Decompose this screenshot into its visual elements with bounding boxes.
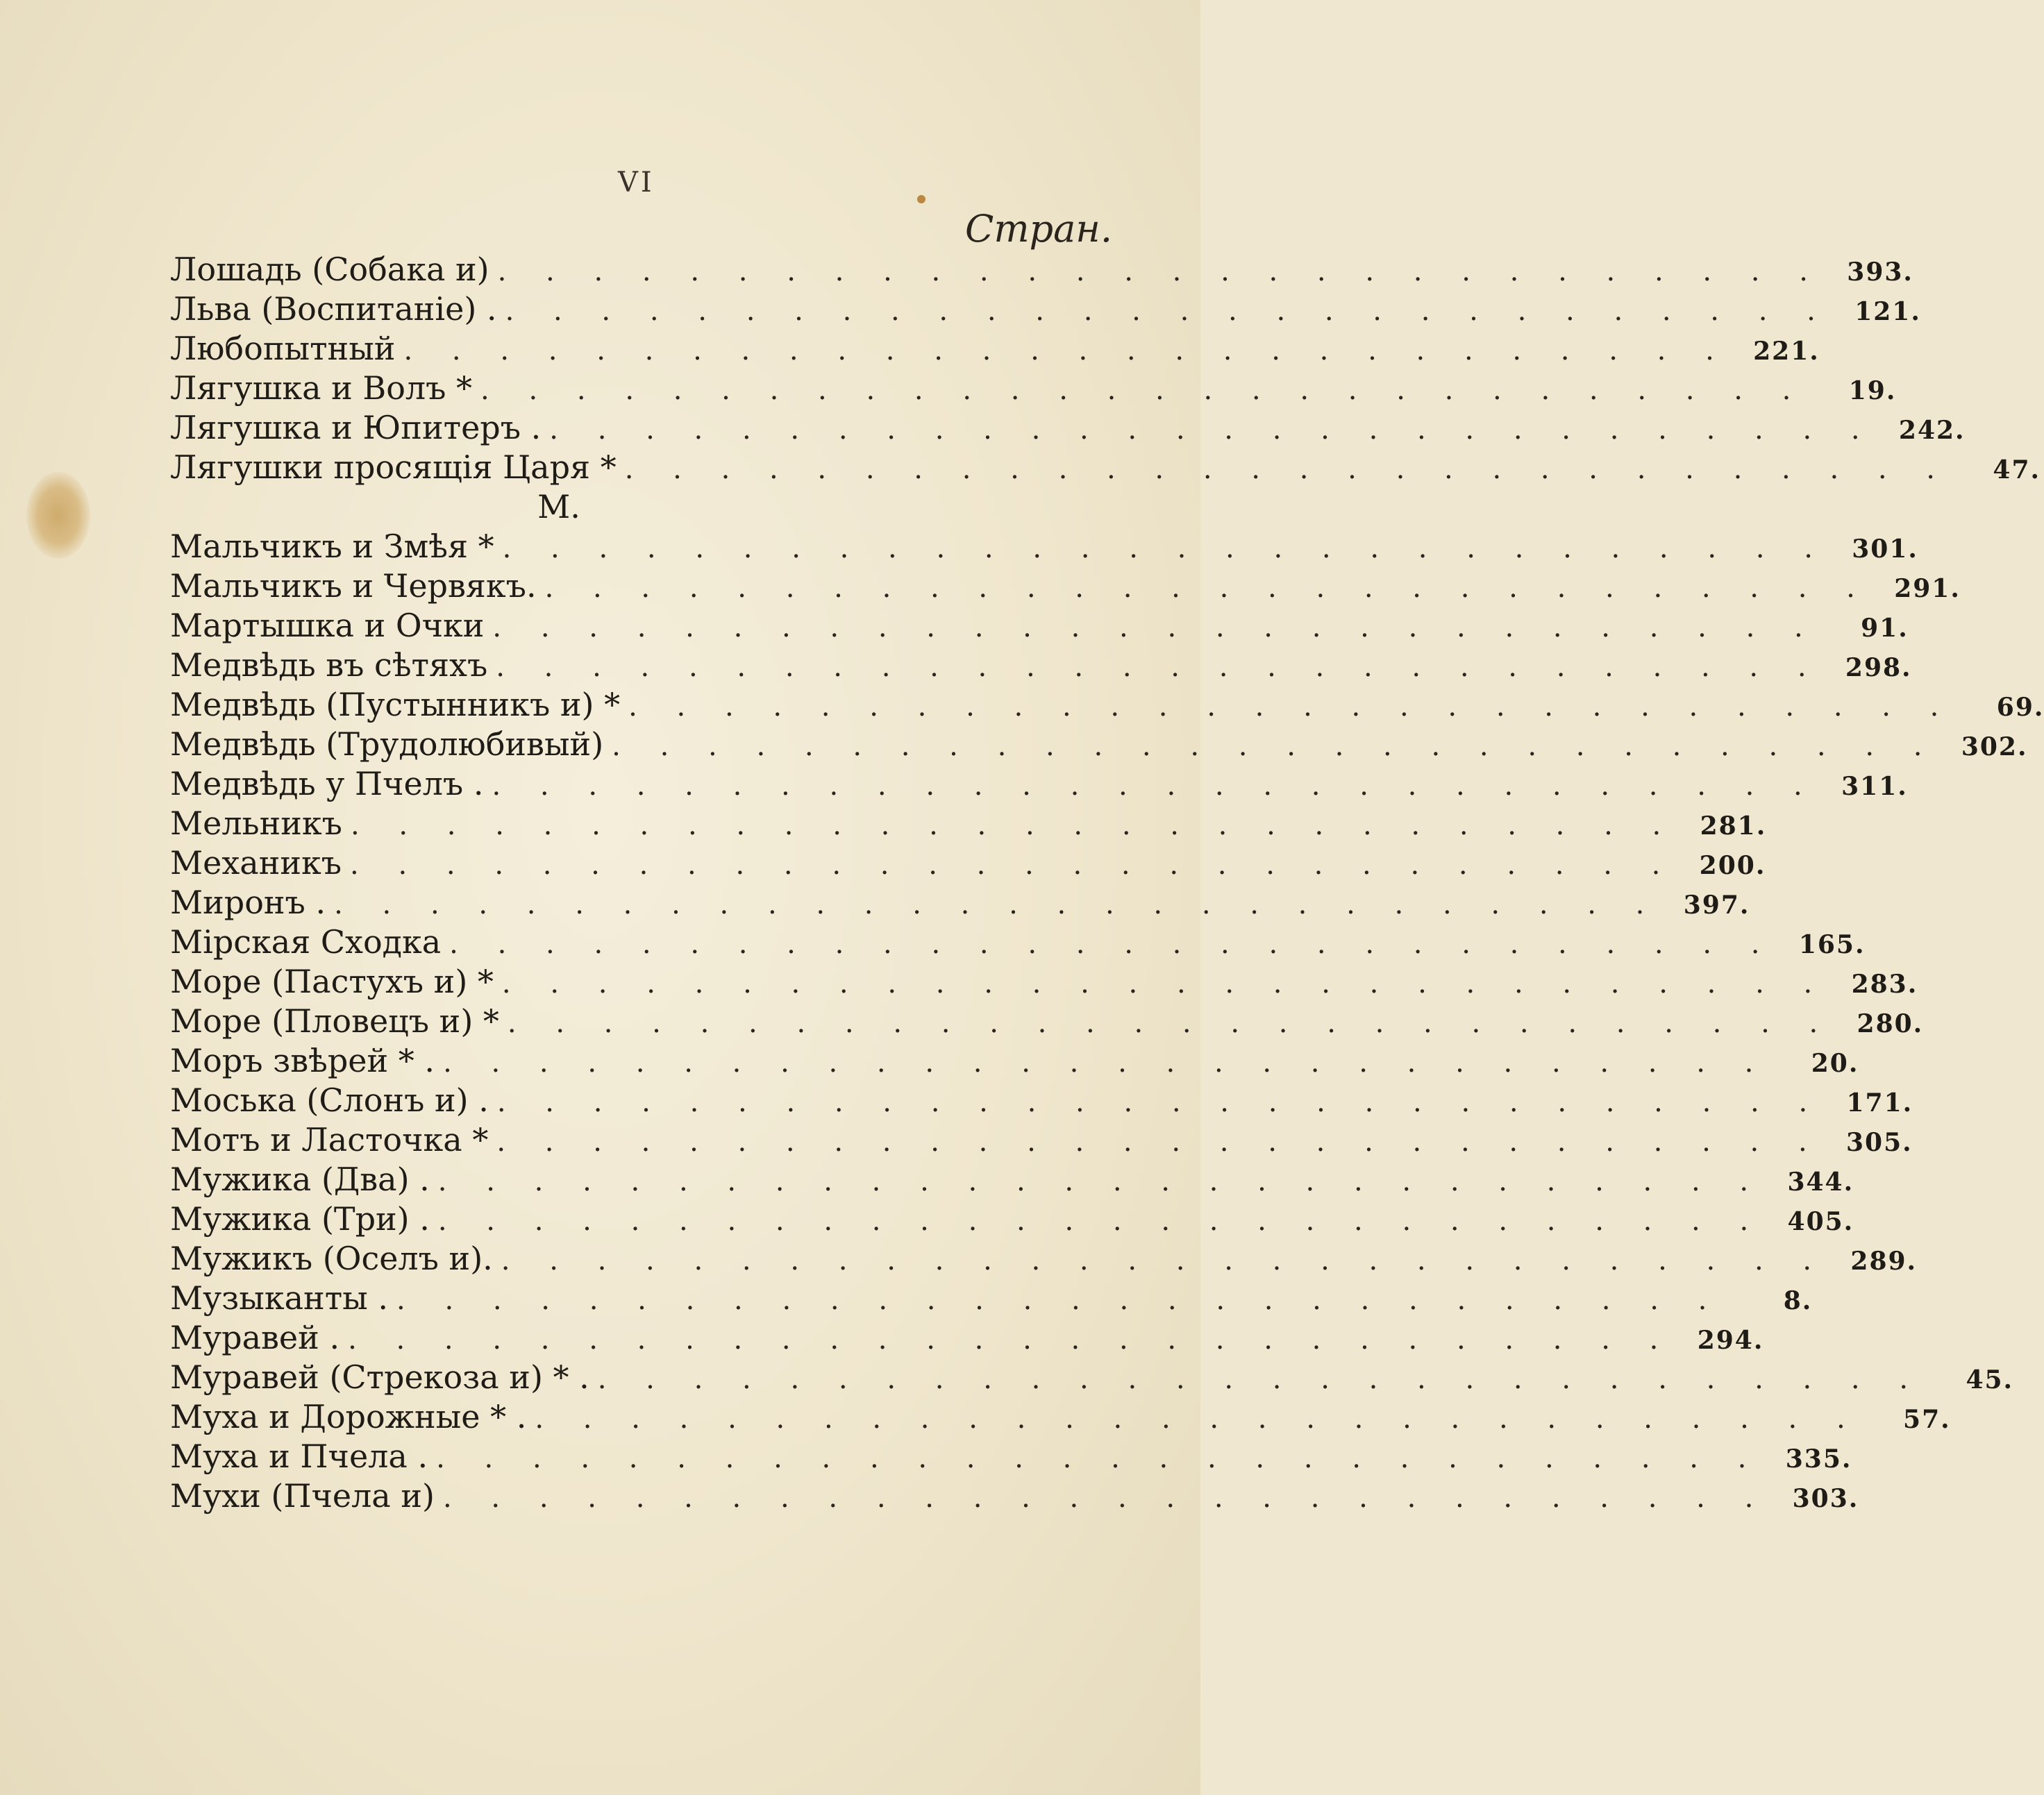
dot-leader: . . . . . . . . . . . . . . . . . . . . . . . . . . . . bbox=[496, 1126, 1823, 1158]
index-entry bbox=[170, 1358, 2014, 1397]
dot-leader: . . . . . . . . . . . . . . . . . . . . . . . . . . . . bbox=[628, 691, 1954, 723]
entry-page-number: 45. bbox=[1966, 1365, 2014, 1394]
dot-leader: . . . . . . . . . . . . . . . . . . . . . . . . . . . . bbox=[334, 888, 1660, 920]
index-entry bbox=[170, 527, 1918, 566]
index-entry bbox=[170, 606, 1909, 646]
index-entry bbox=[170, 566, 1961, 606]
entry-page-number: 57. bbox=[1903, 1405, 1951, 1434]
dot-leader: . . . . . . . . . . . . . . . . . . . . . . . . . . . . bbox=[535, 1403, 1861, 1435]
entry-page-number: 171. bbox=[1846, 1088, 1913, 1118]
index-entry bbox=[170, 725, 2028, 764]
index-entry bbox=[170, 250, 1913, 289]
entry-page-number: 311. bbox=[1841, 772, 1908, 801]
dot-leader: . . . . . . . . . . . . . . . . . . . . . . . . . . . . bbox=[549, 414, 1875, 446]
dot-leader: . . . . . . . . . . . . . . . . . . . . . . . . . . . . bbox=[436, 1442, 1762, 1474]
entry-page-number: 200. bbox=[1699, 851, 1766, 880]
dot-leader: . . . . . . . . . . . . . . . . . . . . . . . . . . . . bbox=[497, 255, 1823, 287]
dot-leader: . . . . . . . . . . . . . . . . . . . . . . . . . . . . bbox=[348, 1324, 1674, 1356]
dot-leader: . . . . . . . . . . . . . . . . . . . . . . . . . . . . bbox=[502, 532, 1828, 564]
dot-leader: . . . . . . . . . . . . . . . . . . . . . . . . . . . . bbox=[396, 1284, 1723, 1316]
entry-title: Медвѣдь (Пустынникъ и) * bbox=[170, 686, 621, 723]
entry-page-number: 291. bbox=[1894, 574, 1961, 603]
entry-page-number: 301. bbox=[1852, 534, 1918, 564]
entry-title: Льва (Воспитаніе) . bbox=[170, 290, 497, 328]
section-letter-heading: М. bbox=[537, 488, 580, 525]
entry-title: Муравей . bbox=[170, 1319, 340, 1356]
entry-page-number: 165. bbox=[1798, 930, 1866, 959]
index-entry bbox=[170, 646, 1912, 685]
index-entry bbox=[170, 289, 1921, 329]
dot-leader: . . . . . . . . . . . . . . . . . . . . . . . . . . . . bbox=[597, 1363, 1924, 1395]
entry-title: Лягушка и Юпитеръ . bbox=[170, 409, 542, 446]
entry-title: Мужика (Два) . bbox=[170, 1161, 430, 1198]
dot-leader: . . . . . . . . . . . . . . . . . . . . . . . . . . . . bbox=[449, 928, 1775, 960]
entry-title: Моська (Слонъ и) . bbox=[170, 1081, 489, 1119]
entry-page-number: 397. bbox=[1683, 891, 1750, 920]
entry-title: Моръ звѣрей * . bbox=[170, 1042, 435, 1079]
entry-page-number: 305. bbox=[1845, 1128, 1913, 1157]
entry-page-number: 221. bbox=[1753, 337, 1820, 366]
index-entry bbox=[170, 1397, 1951, 1437]
page-column-header: Стран. bbox=[965, 207, 1113, 251]
entry-title: Муха и Дорожные * . bbox=[170, 1398, 527, 1435]
dot-leader: . . . . . . . . . . . . . . . . . . . . . . . . . . . . bbox=[437, 1205, 1764, 1237]
entry-title: Мельникъ bbox=[170, 804, 342, 842]
dot-leader: . . . . . . . . . . . . . . . . . . . . . . . . . . . . bbox=[507, 1007, 1834, 1039]
entry-page-number: 19. bbox=[1848, 376, 1897, 405]
index-entry bbox=[170, 1160, 1854, 1199]
entry-page-number: 298. bbox=[1845, 653, 1912, 682]
entry-title: Мужикъ (Оселъ и). bbox=[170, 1240, 493, 1277]
dot-leader: . . . . . . . . . . . . . . . . . . . . . . . . . . . . bbox=[492, 612, 1818, 643]
index-entry bbox=[170, 369, 1897, 408]
entry-title: Медвѣдь въ сѣтяхъ bbox=[170, 646, 488, 684]
dot-leader: . . . . . . . . . . . . . . . . . . . . . . . . . . . . bbox=[443, 1047, 1769, 1079]
entry-page-number: 294. bbox=[1697, 1326, 1764, 1355]
dot-leader: . . . . . . . . . . . . . . . . . . . . . . . . . . . . bbox=[442, 1482, 1769, 1514]
index-entry bbox=[170, 883, 1750, 922]
dot-leader: . . . . . . . . . . . . . . . . . . . . . . . . . . . . bbox=[480, 374, 1807, 406]
entry-page-number: 335. bbox=[1785, 1444, 1852, 1474]
entry-title: Мухи (Пчела и) bbox=[170, 1477, 435, 1515]
entry-page-number: 289. bbox=[1850, 1247, 1918, 1276]
index-entry bbox=[170, 1239, 1918, 1279]
dot-leader: . . . . . . . . . . . . . . . . . . . . . . . . . . . . bbox=[437, 1165, 1764, 1197]
entry-title: Медвѣдь у Пчелъ . bbox=[170, 765, 484, 802]
dot-leader: . . . . . . . . . . . . . . . . . . . . . . . . . . . . bbox=[501, 1245, 1827, 1276]
index-entry bbox=[170, 843, 1766, 883]
entry-page-number: 302. bbox=[1961, 732, 2028, 761]
index-entry bbox=[170, 922, 1866, 962]
index-entry bbox=[170, 448, 2041, 487]
index-entry bbox=[170, 1120, 1913, 1160]
entry-page-number: 280. bbox=[1857, 1009, 1924, 1038]
entry-title: Мірская Сходка bbox=[170, 923, 442, 961]
index-entry bbox=[170, 685, 2044, 725]
index-entries bbox=[170, 250, 2044, 1516]
dot-leader: . . . . . . . . . . . . . . . . . . . . . . . . . . . . bbox=[505, 295, 1831, 327]
entry-page-number: 405. bbox=[1787, 1207, 1854, 1236]
index-entry bbox=[170, 764, 1908, 804]
entry-page-number: 8. bbox=[1783, 1286, 1813, 1315]
entry-page-number: 242. bbox=[1898, 416, 1966, 445]
index-entry bbox=[170, 1081, 1913, 1120]
index-entry bbox=[170, 804, 1767, 843]
dot-leader: . . . . . . . . . . . . . . . . . . . . . . . . . . . . bbox=[501, 968, 1828, 1000]
index-entry bbox=[170, 1318, 1764, 1358]
index-entry bbox=[170, 1199, 1854, 1239]
index-entry bbox=[170, 329, 1820, 369]
entry-title: Лошадь (Собака и) bbox=[170, 251, 489, 288]
entry-page-number: 91. bbox=[1861, 614, 1909, 643]
entry-title: Мартышка и Очки bbox=[170, 607, 485, 644]
dot-leader: . . . . . . . . . . . . . . . . . . . . . . . . . . . . bbox=[492, 770, 1818, 802]
entry-title: Муравей (Стрекоза и) * . bbox=[170, 1358, 589, 1396]
entry-title: Мальчикъ и Змѣя * bbox=[170, 528, 494, 565]
entry-page-number: 69. bbox=[1996, 693, 2044, 722]
entry-title: Лягушки просящія Царя * bbox=[170, 448, 617, 486]
entry-title: Море (Пастухъ и) * bbox=[170, 963, 494, 1000]
entry-title: Мужика (Три) . bbox=[170, 1200, 430, 1238]
entry-title: Механикъ bbox=[170, 844, 342, 882]
dot-leader: . . . . . . . . . . . . . . . . . . . . . . . . . . . . bbox=[544, 572, 1870, 604]
dot-leader: . . . . . . . . . . . . . . . . . . . . . . . . . . . . bbox=[350, 849, 1676, 881]
index-entry bbox=[170, 1476, 1859, 1516]
entry-page-number: 283. bbox=[1851, 970, 1918, 999]
page-folio: VI bbox=[618, 167, 655, 199]
entry-page-number: 344. bbox=[1787, 1168, 1854, 1197]
entry-title: Миронъ . bbox=[170, 884, 326, 921]
paper-stain bbox=[26, 472, 90, 559]
entry-page-number: 393. bbox=[1847, 258, 1913, 287]
entry-title: Лягушка и Волъ * bbox=[170, 369, 473, 407]
ink-speck bbox=[917, 195, 925, 203]
entry-page-number: 47. bbox=[1993, 455, 2041, 484]
index-entry bbox=[170, 1437, 1852, 1476]
entry-title: Музыканты . bbox=[170, 1279, 389, 1317]
dot-leader: . . . . . . . . . . . . . . . . . . . . . . . . . . . . bbox=[612, 730, 1938, 762]
entry-title: Мальчикъ и Червякъ. bbox=[170, 567, 537, 605]
index-entry bbox=[170, 1041, 1859, 1081]
index-entry bbox=[170, 408, 1966, 448]
entry-title: Любопытный bbox=[170, 330, 396, 367]
entry-title: Муха и Пчела . bbox=[170, 1438, 428, 1475]
index-entry bbox=[170, 962, 1918, 1002]
dot-leader: . . . . . . . . . . . . . . . . . . . . . . . . . . . . bbox=[496, 1086, 1823, 1118]
entry-page-number: 281. bbox=[1700, 811, 1767, 841]
dot-leader: . . . . . . . . . . . . . . . . . . . . . . . . . . . . bbox=[350, 809, 1677, 841]
dot-leader: . . . . . . . . . . . . . . . . . . . . . . . . . . . . bbox=[496, 651, 1822, 683]
index-entry bbox=[170, 1002, 1924, 1041]
entry-title: Медвѣдь (Трудолюбивый) bbox=[170, 725, 604, 763]
entry-page-number: 20. bbox=[1811, 1049, 1859, 1078]
dot-leader: . . . . . . . . . . . . . . . . . . . . . . . . . . . . bbox=[403, 335, 1729, 366]
entry-page-number: 303. bbox=[1792, 1484, 1859, 1513]
entry-title: Мотъ и Ласточка * bbox=[170, 1121, 489, 1158]
entry-page-number: 121. bbox=[1854, 297, 1921, 326]
index-entry bbox=[170, 1279, 1813, 1318]
entry-title: Море (Пловецъ и) * bbox=[170, 1002, 499, 1040]
dot-leader: . . . . . . . . . . . . . . . . . . . . . . . . . . . . bbox=[624, 453, 1951, 485]
